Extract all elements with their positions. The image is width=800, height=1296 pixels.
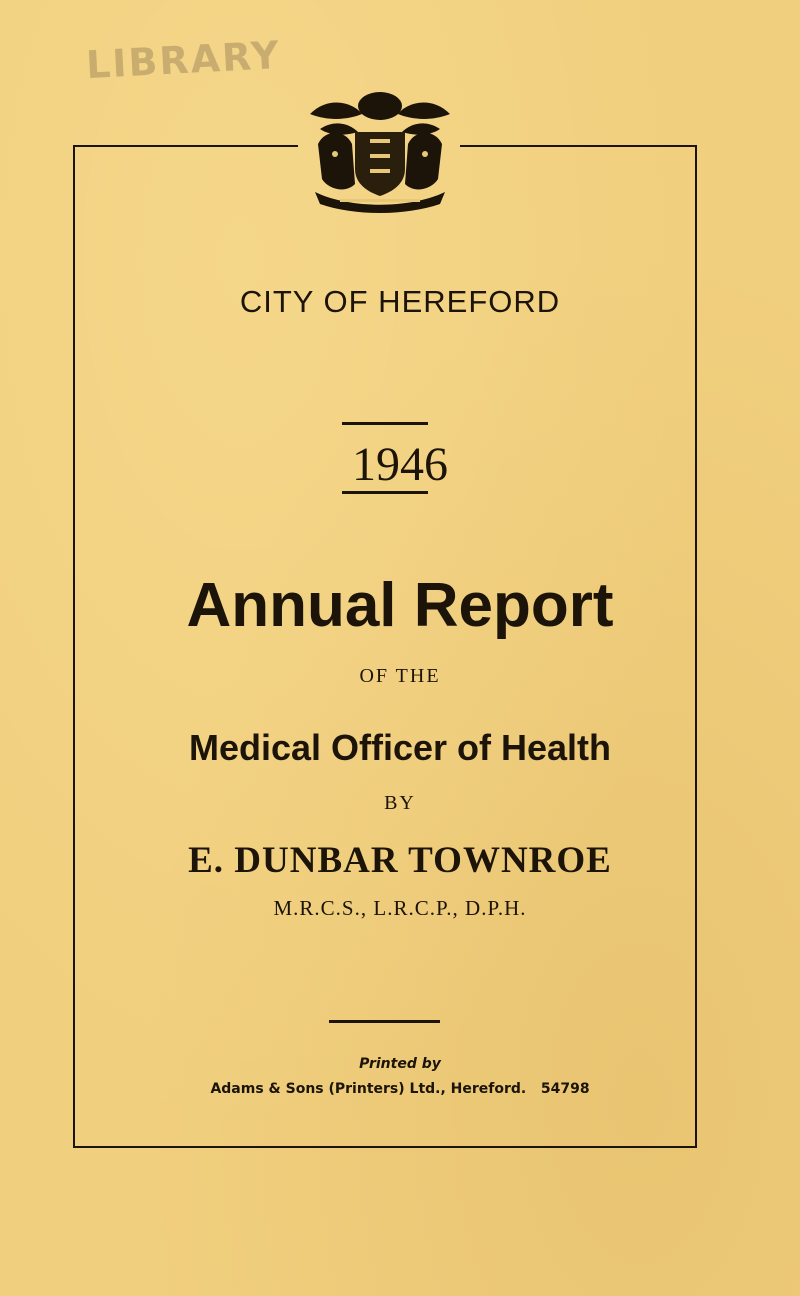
printed-by-label: Printed by — [359, 1056, 441, 1072]
report-year: 1946 — [352, 438, 448, 491]
coat-of-arms-icon — [300, 84, 460, 214]
report-heading: Annual Report — [186, 571, 614, 640]
frame-top-left — [73, 145, 298, 147]
by-text: BY — [384, 792, 416, 814]
of-the-text: OF THE — [359, 665, 441, 687]
year-rule-top — [342, 422, 428, 425]
author-name: E. DUNBAR TOWNROE — [188, 840, 612, 881]
year-rule-bottom — [342, 491, 428, 494]
author-qualifications: M.R.C.S., L.R.C.P., D.P.H. — [273, 896, 527, 920]
city-title: CITY OF HEREFORD — [239, 284, 561, 319]
library-stamp: LIBRARY — [84, 32, 282, 88]
divider-rule — [329, 1020, 440, 1023]
frame-top-right — [460, 145, 697, 147]
printer-name: Adams & Sons (Printers) Ltd., Hereford. 54798 — [210, 1081, 590, 1097]
frame-bottom — [73, 1146, 697, 1148]
report-subject: Medical Officer of Health — [188, 727, 612, 768]
